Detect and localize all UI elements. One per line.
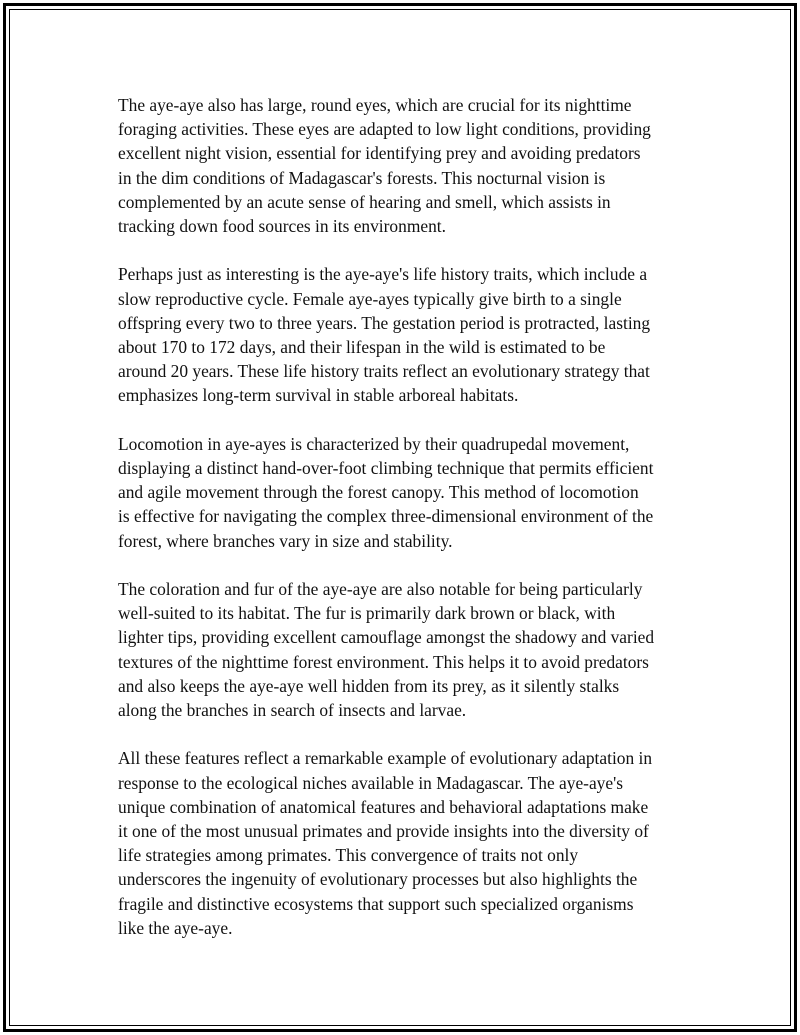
- paragraph-conclusion: All these features reflect a remarkable example of evolutionary adaptation in response to the ecological niches available in Madagascar. The aye-aye's unique combination of anatomical features and behavioral adaptations make it one of the most unusual primates and provide insights into the diversity of life strategies among primates. This convergence of traits not only underscores the ingenuity of evolutionary processes but also highlights the fragile and distinctive ecosystems that support such specialized organisms like the aye-aye.: [118, 748, 653, 938]
- paragraph-coloration: The coloration and fur of the aye-aye are also notable for being particularly well-suited to its habitat. The fur is primarily dark brown or black, with lighter tips, providing excellent camouflage amongst the shadowy and varied textures of the nighttime forest environment. This helps it to avoid predators and also keeps the aye-aye well hidden from its prey, as it silently stalks along the branches in search of insects and larvae.: [118, 579, 655, 721]
- paragraph-eyes: The aye-aye also has large, round eyes, which are crucial for its nighttime foraging activities. These eyes are adapted to low light conditions, providing excellent night vision, essential for identifying prey and avoiding predators in the dim conditions of Madagascar's forests. This nocturnal vision is complemented by an acute sense of hearing and smell, which assists in tracking down food sources in its environment.: [118, 95, 651, 237]
- paragraph-life-history: Perhaps just as interesting is the aye-aye's life history traits, which include a slow reproductive cycle. Female aye-ayes typically give birth to a single offspring every two to three years. The gestation period is protracted, lasting about 170 to 172 days, and their lifespan in the wild is estimated to be around 20 years. These life history traits reflect an evolutionary strategy that emphasizes long-term survival in stable arboreal habitats.: [118, 264, 651, 406]
- paragraph-locomotion: Locomotion in aye-ayes is characterized by their quadrupedal movement, displaying a distinct hand-over-foot climbing technique that permits efficient and agile movement through the forest canopy. This method of locomotion is effective for navigating the complex three-dimensional environment of the forest, where branches vary in size and stability.: [118, 433, 654, 551]
- document-body: [118, 93, 693, 964]
